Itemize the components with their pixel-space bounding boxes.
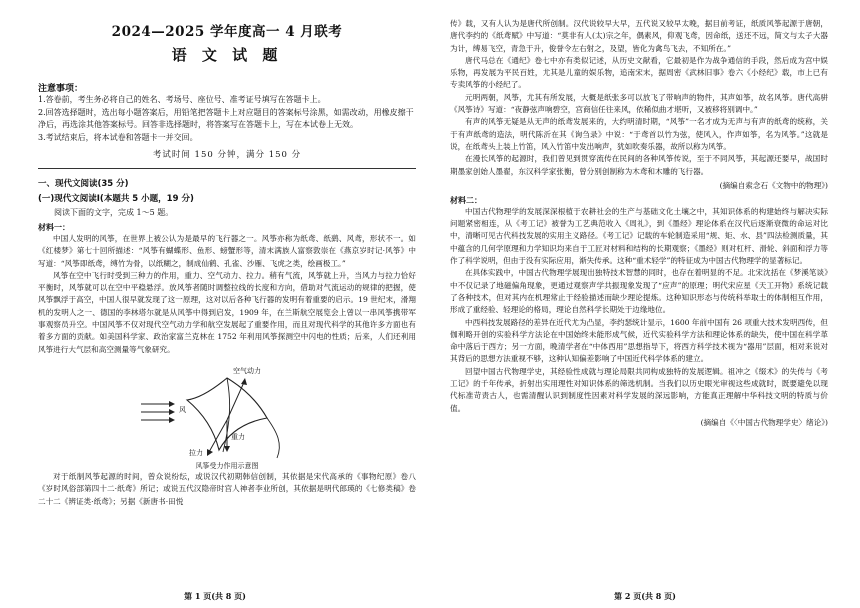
wind-label: 风 [179,405,186,414]
divider [38,168,416,169]
source-citation: (摘编自索念石《文物中的物理》) [719,180,828,190]
kite-spine-icon [223,378,230,452]
arrow-head-icon [169,401,175,407]
arrow-head-icon [241,378,247,385]
page-2 [430,0,860,608]
material-label: 材料一： [38,223,70,232]
subsection-heading: (一)现代文阅读Ⅰ(本题共 5 小题，19 分) [38,194,194,204]
paragraph: 有声的风筝无疑是从无声的纸鸢发展来的，大约明清时期，“风筝”一名才成为无声与有声的纸鸢的统称，关于有声纸鸢的造法，明代陈沂在其《询刍录》中说：“于鸢首以竹为弦，使风入，作声如筝，名为风筝。”这就是说，在纸鸢头上装上竹笛，风入竹笛中发出响声，犹如吹奏乐器，故所以称为风筝。 [450,117,828,151]
source-citation: (摘编自《〈中国古代物理学史〉绪论》) [700,417,828,427]
arrow-head-icon [169,417,175,423]
subject-title: 语 文 试 题 [171,46,283,64]
notes-title: 注意事项： [38,84,84,94]
paragraph: 中西科技发展路径的差异在近代尤为凸显，李约瑟统计显示，1600 年前中国有 26 项重大技术发明西传，但伽利略开创的实验科学方法论在中国始终未能形成气候，近代实验科学方法和理论体系的缺失，使中国在科学革命中落后于西方；另一方面，晚清学者在“中体西用”思想指导下，将西方科学技术视为“器用”层面，相对来说对其背后的思想方法重视不够，这种认知偏差影响了中国近代科学体系的建立。 [450,317,828,364]
kite-tail-icon [267,418,279,458]
material-label: 材料二： [450,195,482,205]
paragraph: 中国古代物理学的发展深深根植于农耕社会的生产与基础文化土壤之中，其知识体系的构建始终与解决实际问题紧密相连，从《考工记》被誉为工艺典范收入《周礼》，到《墨经》理论体系在汉代后逐渐衰微的命运对比中，清晰可见古代科技发展的实用主义路径。《考工记》记载的车轮制造采用“规、矩、水、县”四法检测质量，其中蕴含的几何学原理和力学知识均来自于工匠对材料和结构的长期观察；《墨经》则对杠杆、滑轮、斜面和浮力等作了科学说明，但由于没有实际应用，渐失传承。这种“重术轻学”的特征成为中国古代物理学的显著标记。 [450,206,828,266]
paragraph: 回望中国古代物理学史，其经验性成就与理论局限共同构成独特的发展逻辑。祖冲之《缀术》的失传与《考工记》的千年传承，折射出实用理性对知识体系的筛选机制。当我们以历史眼光审视这些成就时，既要避免以现代标准苛责古人，也需清醒认识到制度性因素对科学发展的深远影响，方能真正理解中华科技文明的特质与价值。 [450,366,828,413]
section-heading: 一、现代文阅读(35 分) [38,179,129,189]
page-footer: 第 1 页(共 8 页) [184,591,246,601]
kite-force-diagram [127,360,327,460]
paragraph: 唐代马总在《通纪》卷七中亦有类似记述，从历史文献看，它最初是作为战争通信的手段，然后成为宫中娱乐物，再发展为平民百姓，尤其是儿童的娱乐物，追南宋末，据周密《武林旧事》卷六《小经纪》载，市上已有专卖风筝的小经纪了。 [450,55,828,90]
kite-force-svg [127,360,327,460]
paragraph: 在具体实践中，中国古代物理学展现出独特技术智慧的同时，也存在着明显的不足。北宋沈括在《梦溪笔谈》中不仅记录了地磁偏角现象，更通过观察声学共振现象发现了“应声”的原理；明代宋应星《天工开物》系统记载了各种技术，但对其内在机理常止于经验描述而缺少理论提炼。这种知识形态与传统科举取士的体制相互作用，形成了重经验、轻理论的格局，理论自然科学长期处于边缘地位。 [450,268,828,315]
note-item: 2.回答选择题时，选出每小题答案后，用铅笔把答题卡上对应题目的答案标号涂黑，如需改动，用橡皮擦干净后，再选涂其他答案标号。回答非选择题时，将答案写在答题卡上，写在本试卷上无效。 [38,107,414,129]
arrow-head-icon [224,446,230,452]
pull-label: 拉力 [189,448,203,457]
paragraph: 中国人发明的风筝，在世界上被公认为是最早的飞行器之一。风筝亦称为纸鸢、纸鹞、风鸢，形状不一。如《红楼梦》第七十回所描述：“风筝有蝴蝶形、鱼形、螃蟹形等，清末满族人富察敦崇在《燕京岁时记·风筝》中写道：“风筝即纸鸢，缚竹为骨，以纸糊之，制成仙鹤、孔雀、沙雁、飞虎之类，绘画极工。” [38,234,416,268]
air-force-label: 空气动力 [233,366,261,375]
top-spacer [450,0,828,18]
paragraph: 传》载，又有人认为是唐代所创制。汉代说较早大早，五代说又较早太晚，据目前考证，纸质风筝起源于唐朝，唐代李约的《纸鸢赋》中写道：“莫非有人(太)宗之年，偶素风，仰观飞鸢，因命纸，送还不远，简文与太子大器为计，缚易飞空，青急于升，俊誉令左右射之，及望，皆化为禽鸟飞去，不知所在。” [450,19,828,53]
exam-title: 2024—2025 学年度高一 4 月联考 [111,24,343,40]
page-footer: 第 2 页(共 8 页) [614,591,676,601]
paragraph: 元明两朝，风筝，尤其有所发展，大概是纸张多可以放飞了带响声的物件，其声如筝，故名风筝。唐代高骈《风筝诗》写道：“夜静弦声响碧空，宫商信任往来风，依稀似曲才堪听，又被移将别调中。” [450,92,828,115]
paragraph: 风筝在空中飞行时受到三种力的作用，重力、空气动力、拉力。稍有气流，风筝就上升，当风力与拉力恰好平衡时，风筝就可以在空中平稳悬浮。放风筝者随时调整拉线的长度和方向，借助对气流运动的规律的把握，使风筝飘浮于高空，中国人很早就发现了这一原理，这对以后各种飞行器的发明有着重要的启示。19 世纪末，滑翔机的发明人之一、德国的李林塔尔就是从风筝中得到启发，1909 年，在兰斯航空展览会上曾以一串风筝携带军事观察员升空。中国风筝不仅对现代空气动力学和航空发展起了重要作用，而且对现代科学的其他许多方面也有着多方面的贡献。如美国科学家、政治家富兰克林在 1752 年利用风筝探测空中闪电的性质；后来，人们还利用风筝进行大气层和高空测量等气象研究。 [38,270,416,354]
exam-time: 考试时间 150 分钟，满分 150 分 [152,150,302,160]
note-item: 3.考试结束后，将本试卷和答题卡一并交回。 [38,132,198,142]
figure-caption: 风筝受力作用示意图 [195,461,259,470]
arrow-head-icon [169,409,175,415]
gravity-label: 重力 [231,432,245,441]
paragraph: 对于纸制风筝起源的时间，曾众说纷纭，或说汉代初期韩信创制，其依据是宋代高承的《事物纪原》卷八《岁时风俗部第四十二·纸鸢》所记；或说五代汉隐帝时宫人神者李业所创，其依据是明代郎瑛的《七修类稿》卷二十二《辨证类·纸鸢》；另据《新唐书·田悦 [38,471,416,506]
instruction: 阅读下面的文字，完成 1～5 题。 [54,208,174,217]
note-item: 1.答卷前，考生务必将自己的姓名、考场号、座位号、准考证号填写在答题卡上。 [38,95,326,104]
paragraph: 在漫长风筝的起源时，我们曾见到贯穿流传在民间的各种风筝传说，至于不同风筝，其起源还要早，战国时期墨家创始人墨翟，东汉科学家张衡，曾分别创制称为木鸢和木雕的飞行器。 [450,154,828,176]
